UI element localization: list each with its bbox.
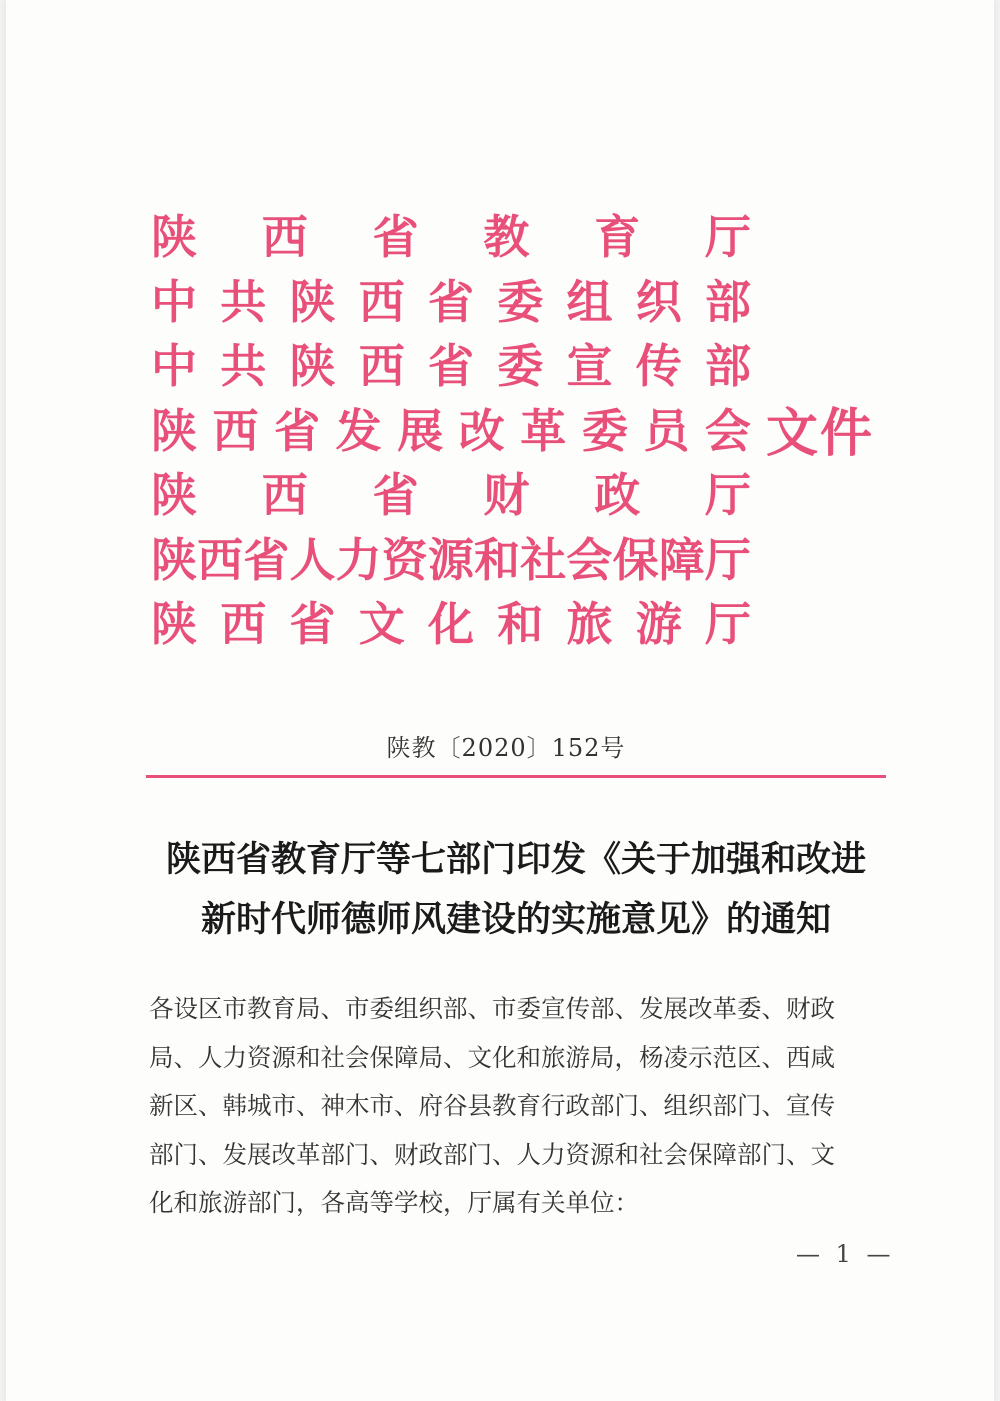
issuer-char: 委 — [497, 339, 544, 394]
issuer-char: 陕 — [151, 597, 197, 652]
title-line: 陕西省教育厅等七部门印发《关于加强和改进 — [165, 839, 866, 880]
issuer-char: 会 — [704, 403, 751, 458]
issuer-char: 省 — [274, 403, 321, 458]
addressee-line: 化和旅游部门，各高等学校，厅属有关单位： — [149, 1188, 639, 1217]
issuer-char: 厅 — [704, 468, 751, 523]
issuer-char: 改 — [458, 403, 505, 458]
issuer-char: 西 — [358, 339, 405, 394]
issuer-char: 委 — [581, 403, 628, 458]
issuer-char: 育 — [594, 210, 641, 265]
issuer-char: 文 — [358, 597, 405, 652]
issuer-char: 西 — [358, 274, 405, 329]
document-number: 陕教〔2020〕152号 — [386, 734, 626, 762]
issuer-char: 和 — [497, 597, 544, 652]
issuer-char: 省 — [243, 532, 290, 587]
issuer-char: 西 — [212, 403, 259, 458]
issuer-list — [151, 205, 751, 657]
issuer-row — [151, 528, 751, 593]
red-divider — [146, 775, 886, 778]
issuer-row — [151, 270, 751, 335]
issuer-char: 保 — [612, 532, 659, 587]
document-title — [136, 830, 896, 950]
issuer-char: 陕 — [289, 339, 336, 394]
issuer-char: 发 — [335, 403, 382, 458]
title-line: 新时代师德师风建设的实施意见》的通知 — [200, 899, 831, 940]
issuer-char: 厅 — [704, 210, 751, 265]
issuer-char: 西 — [261, 468, 308, 523]
issuer-char: 省 — [372, 210, 419, 265]
issuer-char: 陕 — [289, 274, 336, 329]
issuer-char: 委 — [497, 274, 544, 329]
issuer-char: 中 — [151, 274, 197, 329]
issuer-char: 陕 — [151, 468, 197, 523]
issuer-row — [151, 334, 751, 399]
issuer-char: 财 — [483, 468, 530, 523]
issuer-char: 西 — [261, 210, 308, 265]
issuer-char: 厅 — [705, 597, 751, 652]
issuer-char: 共 — [220, 339, 267, 394]
issuer-char: 中 — [151, 339, 197, 394]
issuer-char: 会 — [566, 532, 613, 587]
issuer-char: 省 — [428, 274, 474, 329]
issuer-char: 人 — [289, 532, 336, 587]
issuer-char: 化 — [428, 597, 474, 652]
issuer-char: 陕 — [151, 532, 197, 587]
issuer-char: 组 — [566, 274, 613, 329]
document-label: 文件 — [766, 403, 875, 464]
issuer-char: 织 — [635, 274, 682, 329]
issuer-char: 传 — [635, 339, 682, 394]
issuer-char: 政 — [594, 468, 641, 523]
issuer-char: 宣 — [566, 339, 613, 394]
addressee-line: 局、人力资源和社会保障局、文化和旅游局，杨凌示范区、西咸 — [149, 1042, 835, 1072]
issuer-char: 旅 — [566, 597, 613, 652]
issuer-char: 教 — [483, 210, 530, 265]
issuer-char: 厅 — [704, 532, 751, 587]
document-page — [6, 0, 994, 1401]
issuer-char: 共 — [220, 274, 267, 329]
issuer-char: 陕 — [151, 210, 197, 265]
issuer-row — [151, 399, 751, 464]
issuer-char: 部 — [705, 339, 751, 394]
issuer-char: 和 — [474, 532, 521, 587]
addressee-line: 各设区市教育局、市委组织部、市委宣传部、发展改革委、财政 — [149, 994, 835, 1023]
addressee-line: 新区、韩城市、神木市、府谷县教育行政部门、组织部门、宣传 — [149, 1091, 835, 1120]
issuer-char: 省 — [428, 339, 474, 394]
issuer-char: 障 — [658, 532, 705, 587]
issuer-char: 陕 — [151, 403, 197, 458]
issuer-char: 省 — [372, 468, 419, 523]
issuer-char: 员 — [643, 403, 690, 458]
issuer-char: 革 — [520, 403, 567, 458]
issuer-char: 省 — [289, 597, 336, 652]
issuer-char: 西 — [197, 532, 244, 587]
issuer-char: 源 — [427, 532, 474, 587]
issuer-row — [151, 592, 751, 657]
issuer-char: 西 — [220, 597, 267, 652]
issuer-char: 部 — [705, 274, 751, 329]
addressee-paragraph — [149, 985, 889, 1228]
issuer-char: 力 — [335, 532, 382, 587]
issuer-char: 游 — [635, 597, 682, 652]
addressee-line: 部门、发展改革部门、财政部门、人力资源和社会保障部门、文 — [149, 1139, 835, 1169]
issuer-char: 展 — [397, 403, 444, 458]
issuer-char: 资 — [381, 532, 428, 587]
page-number: — 1 — — [796, 1240, 895, 1268]
issuer-char: 社 — [520, 532, 567, 587]
issuer-row — [151, 205, 751, 270]
issuer-row — [151, 463, 751, 528]
